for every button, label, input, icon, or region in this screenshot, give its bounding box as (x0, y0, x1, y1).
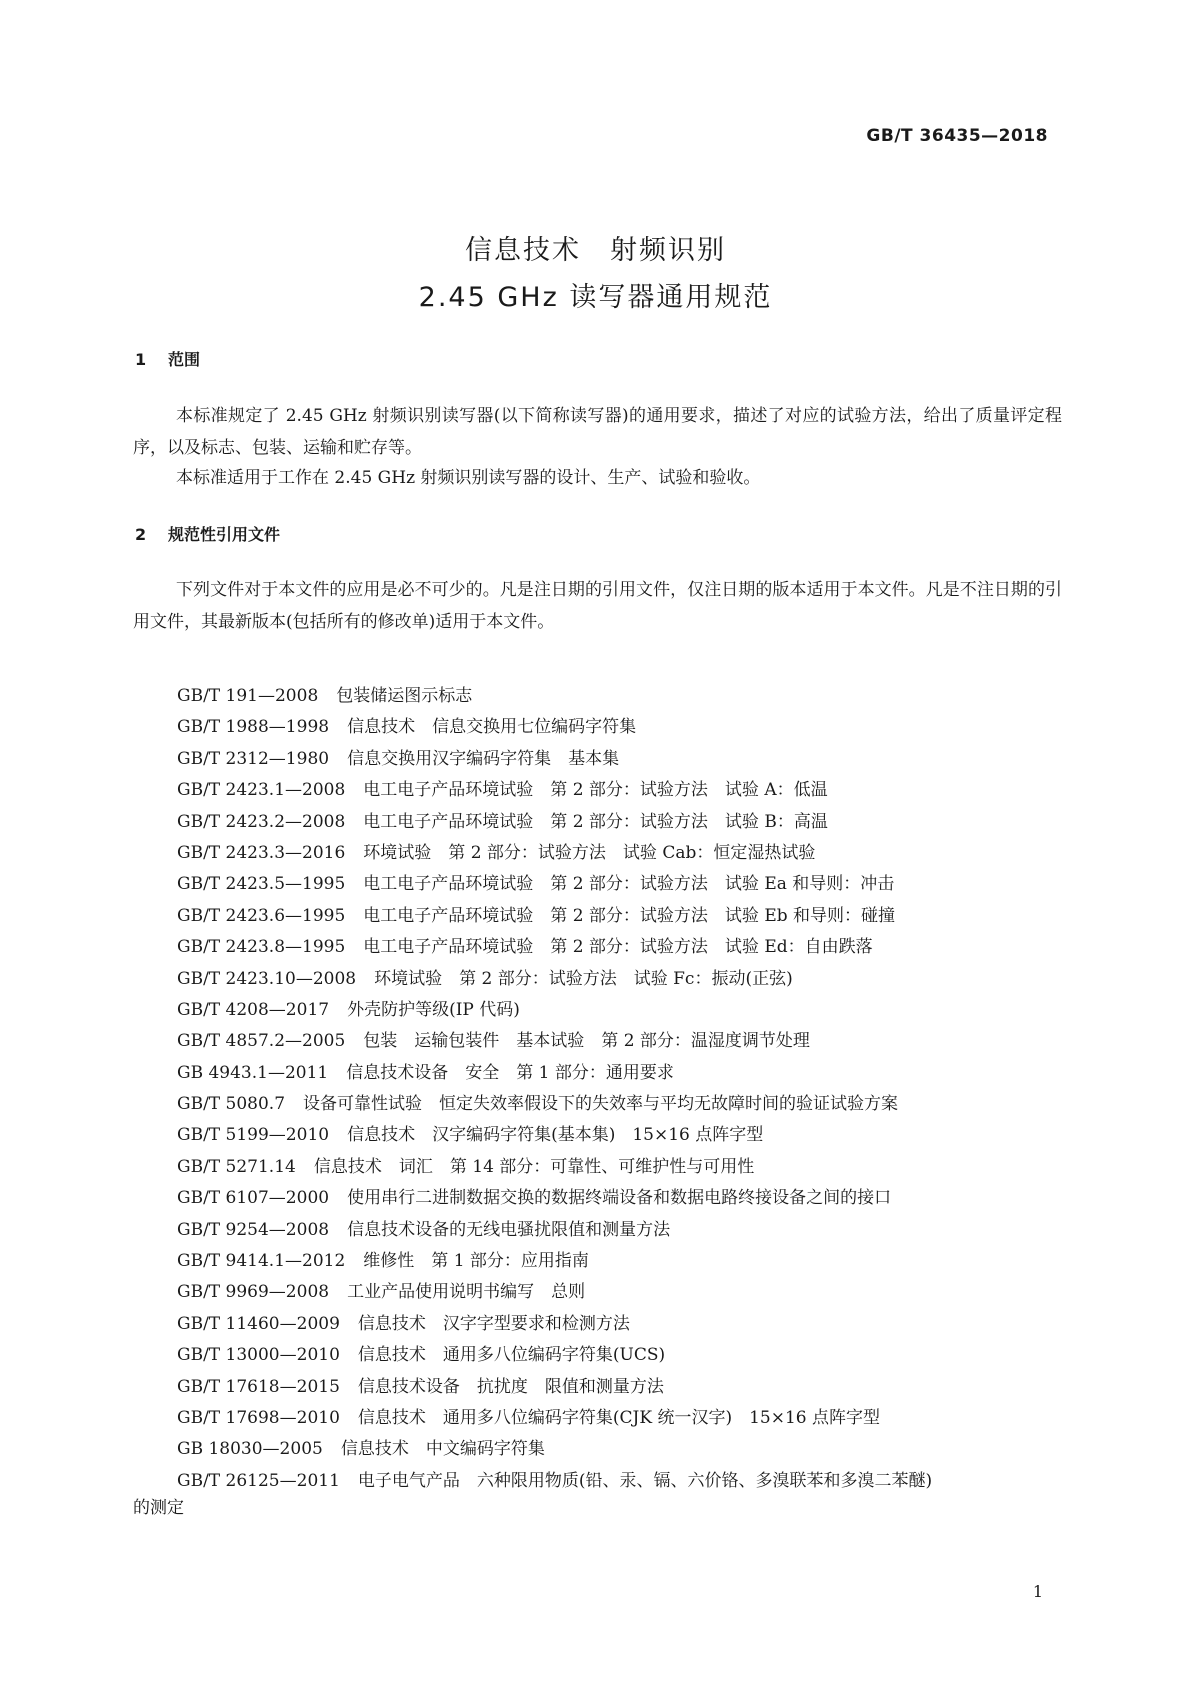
reference-code: GB/T 2423.6—1995 (177, 905, 346, 926)
reference-code: GB/T 1988—1998 (177, 717, 330, 738)
reference-title: 电工电子产品环境试验 第 2 部分：试验方法 试验 Ed：自由跌落 (363, 937, 873, 958)
reference-code: GB/T 9969—2008 (177, 1282, 330, 1303)
reference-list (177, 681, 932, 1497)
reference-item (177, 1246, 932, 1277)
reference-title: 信息技术设备 安全 第 1 部分：通用要求 (346, 1062, 674, 1083)
reference-code: GB/T 4208—2017 (177, 999, 330, 1020)
reference-item (177, 838, 932, 869)
section-number: 1 (135, 350, 147, 369)
reference-code: GB/T 4857.2—2005 (177, 1031, 346, 1052)
reference-code: GB/T 6107—2000 (177, 1188, 330, 1209)
reference-title: 信息技术 信息交换用七位编码字符集 (347, 717, 637, 738)
reference-code: GB/T 2423.5—1995 (177, 874, 346, 895)
reference-title: 电工电子产品环境试验 第 2 部分：试验方法 试验 Eb 和导则：碰撞 (363, 905, 896, 926)
reference-code: GB/T 9414.1—2012 (177, 1251, 346, 1272)
reference-item (177, 1120, 932, 1151)
reference-title: 信息技术 通用多八位编码字符集(CJK 统一汉字) 15×16 点阵字型 (357, 1407, 880, 1428)
reference-title: 外壳防护等级(IP 代码) (347, 999, 520, 1020)
reference-item (177, 1340, 932, 1371)
reference-code: GB/T 2423.8—1995 (177, 937, 346, 958)
reference-code: GB/T 2423.1—2008 (177, 780, 346, 801)
reference-item (177, 1277, 932, 1308)
reference-title: 电子电气产品 六种限用物质(铅、汞、镉、六价铬、多溴联苯和多溴二苯醚) (357, 1470, 933, 1491)
reference-code: GB/T 13000—2010 (177, 1345, 340, 1366)
reference-item (177, 1434, 932, 1465)
reference-code: GB/T 17618—2015 (177, 1376, 340, 1397)
reference-item (177, 775, 932, 806)
reference-item (177, 1215, 932, 1246)
reference-item (177, 1309, 932, 1340)
reference-item (177, 807, 932, 838)
reference-title: 包装储运图示标志 (336, 686, 473, 706)
reference-item (177, 964, 932, 995)
reference-item (177, 744, 932, 775)
reference-title: 使用串行二进制数据交换的数据终端设备和数据电路终接设备之间的接口 (347, 1188, 892, 1209)
section-title: 规范性引用文件 (168, 525, 281, 544)
reference-title: 信息技术 汉字字型要求和检测方法 (357, 1313, 630, 1334)
reference-code: GB/T 17698—2010 (177, 1407, 340, 1428)
reference-code: GB/T 191—2008 (177, 686, 319, 706)
reference-title: 设备可靠性试验 恒定失效率假设下的失效率与平均无故障时间的验证试验方案 (303, 1094, 899, 1115)
reference-code: GB 18030—2005 (177, 1439, 323, 1460)
reference-code: GB 4943.1—2011 (177, 1062, 329, 1083)
section-heading-scope (135, 347, 200, 370)
reference-item (177, 681, 932, 712)
reference-item (177, 1372, 932, 1403)
reference-item (177, 712, 932, 743)
reference-title: 信息技术 中文编码字符集 (340, 1439, 545, 1460)
scope-paragraph-1: 本标准规定了 2.45 GHz 射频识别读写器(以下简称读写器)的通用要求，描述了对应的试验方法，给出了质量评定程序，以及标志、包装、运输和贮存等。 (133, 406, 1062, 458)
scope-paragraph-2: 本标准适用于工作在 2.45 GHz 射频识别读写器的设计、生产、试验和验收。 (176, 468, 761, 488)
page-number: 1 (1032, 1582, 1043, 1601)
standard-number: GB/T 36435—2018 (866, 126, 1048, 146)
reference-title: 信息技术设备的无线电骚扰限值和测量方法 (347, 1219, 671, 1240)
reference-title: 包装 运输包装件 基本试验 第 2 部分：温湿度调节处理 (363, 1031, 810, 1052)
reference-title: 信息交换用汉字编码字符集 基本集 (347, 748, 620, 769)
reference-title: 维修性 第 1 部分：应用指南 (363, 1251, 589, 1272)
document-title-line1: 信息技术 射频识别 (465, 235, 726, 266)
section-number: 2 (135, 525, 147, 544)
reference-item (177, 932, 932, 963)
reference-code: GB/T 2312—1980 (177, 748, 330, 769)
document-title-line2: 2.45 GHz 读写器通用规范 (418, 282, 773, 313)
reference-code: GB/T 5080.7 (177, 1094, 286, 1115)
reference-title: 工业产品使用说明书编写 总则 (347, 1282, 586, 1303)
reference-title: 信息技术 词汇 第 14 部分：可靠性、可维护性与可用性 (313, 1156, 755, 1177)
section-heading-normative-references (135, 522, 280, 545)
reference-title: 电工电子产品环境试验 第 2 部分：试验方法 试验 A：低温 (363, 780, 828, 801)
reference-title: 环境试验 第 2 部分：试验方法 试验 Cab：恒定湿热试验 (363, 842, 816, 863)
reference-code: GB/T 11460—2009 (177, 1313, 340, 1334)
reference-item (177, 995, 932, 1026)
reference-item (177, 1183, 932, 1214)
reference-code: GB/T 5199—2010 (177, 1125, 330, 1146)
reference-item (177, 901, 932, 932)
reference-code: GB/T 9254—2008 (177, 1219, 330, 1240)
reference-code: GB/T 26125—2011 (177, 1470, 340, 1491)
reference-code: GB/T 2423.2—2008 (177, 811, 346, 832)
reference-code: GB/T 2423.3—2016 (177, 842, 346, 863)
section-title: 范围 (168, 350, 201, 369)
reference-title: 电工电子产品环境试验 第 2 部分：试验方法 试验 Ea 和导则：冲击 (363, 874, 895, 895)
references-intro-paragraph: 下列文件对于本文件的应用是必不可少的。凡是注日期的引用文件，仅注日期的版本适用于本文件。凡是不注日期的引用文件，其最新版本(包括所有的修改单)适用于本文件。 (133, 580, 1062, 632)
reference-title: 信息技术设备 抗扰度 限值和测量方法 (357, 1376, 664, 1397)
reference-item (177, 1026, 932, 1057)
reference-item (177, 1466, 932, 1497)
reference-item (177, 1089, 932, 1120)
reference-title: 信息技术 通用多八位编码字符集(UCS) (357, 1345, 666, 1366)
reference-continuation: 的测定 (133, 1498, 184, 1518)
reference-code: GB/T 2423.10—2008 (177, 968, 357, 989)
reference-title: 环境试验 第 2 部分：试验方法 试验 Fc：振动(正弦) (374, 968, 793, 989)
reference-item (177, 1403, 932, 1434)
reference-title: 电工电子产品环境试验 第 2 部分：试验方法 试验 B：高温 (363, 811, 828, 832)
reference-item (177, 869, 932, 900)
reference-title: 信息技术 汉字编码字符集(基本集) 15×16 点阵字型 (347, 1125, 764, 1146)
reference-item (177, 1152, 932, 1183)
reference-item (177, 1058, 932, 1089)
reference-code: GB/T 5271.14 (177, 1156, 296, 1177)
